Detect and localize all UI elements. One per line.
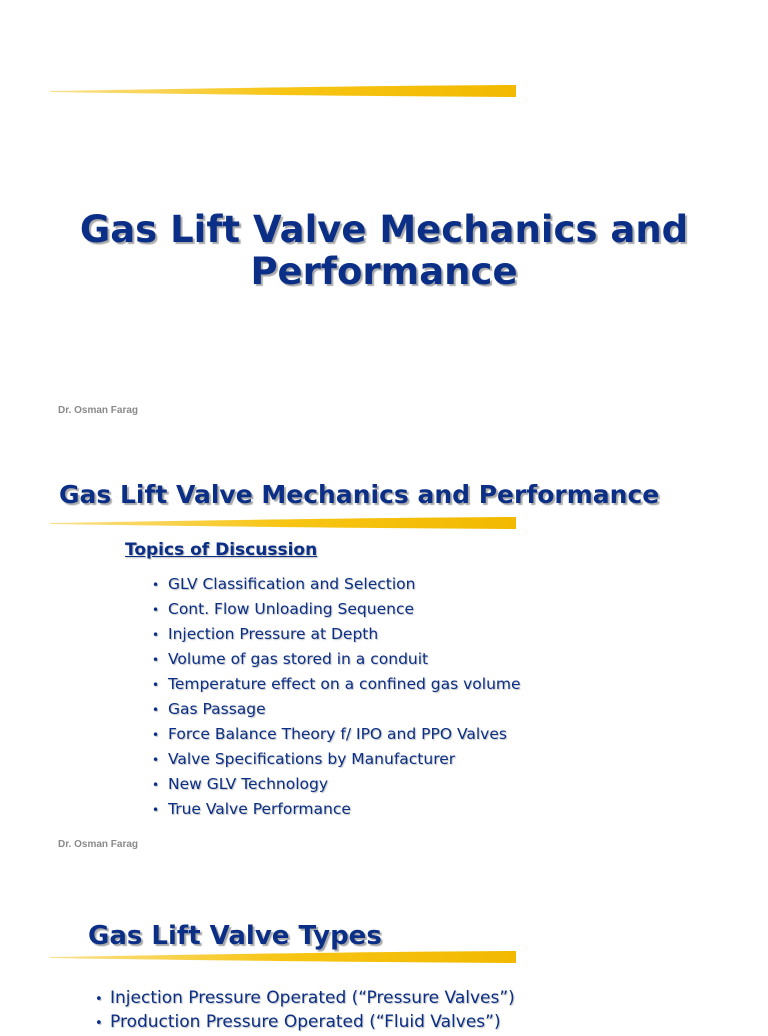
topic-text: Volume of gas stored in a conduit bbox=[168, 650, 429, 668]
valve-types-list bbox=[95, 986, 515, 1034]
topic-text: Valve Specifications by Manufacturer bbox=[168, 750, 456, 768]
list-item bbox=[152, 697, 521, 722]
slide-title bbox=[0, 0, 768, 435]
bullet-icon: • bbox=[152, 678, 160, 692]
bullet-icon: • bbox=[152, 653, 160, 667]
slide-title-heading: Gas Lift Valve Mechanics and Performance bbox=[79, 208, 689, 293]
list-item bbox=[152, 647, 521, 672]
bullet-icon: • bbox=[152, 703, 160, 717]
list-item bbox=[152, 772, 521, 797]
bullet-icon: • bbox=[152, 603, 160, 617]
topic-text: Gas Passage bbox=[168, 700, 266, 718]
bullet-icon: • bbox=[95, 992, 103, 1007]
list-item bbox=[152, 572, 521, 597]
list-item bbox=[95, 986, 515, 1010]
slide-heading: Gas Lift Valve Mechanics and Performance bbox=[59, 480, 660, 509]
slide-topics bbox=[0, 436, 768, 871]
bullet-icon: • bbox=[152, 803, 160, 817]
topic-text: Cont. Flow Unloading Sequence bbox=[168, 600, 415, 618]
topics-subheading: Topics of Discussion bbox=[125, 540, 318, 560]
list-item bbox=[152, 597, 521, 622]
topic-text: New GLV Technology bbox=[168, 775, 329, 793]
accent-underline-stroke bbox=[50, 82, 516, 100]
slide-valve-types bbox=[0, 872, 768, 1032]
author-footer: Dr. Osman Farag bbox=[58, 839, 139, 850]
bullet-icon: • bbox=[95, 1016, 103, 1031]
list-item bbox=[152, 747, 521, 772]
bullet-icon: • bbox=[152, 728, 160, 742]
slide-heading: Gas Lift Valve Types bbox=[88, 921, 382, 951]
bullet-icon: • bbox=[152, 753, 160, 767]
topic-text: Injection Pressure at Depth bbox=[168, 625, 379, 643]
valve-type-text: Injection Pressure Operated (“Pressure Valves”) bbox=[110, 988, 515, 1008]
list-item bbox=[152, 722, 521, 747]
list-item bbox=[152, 672, 521, 697]
valve-type-text: Production Pressure Operated (“Fluid Valves”) bbox=[110, 1012, 501, 1032]
topic-text: True Valve Performance bbox=[168, 800, 351, 818]
bullet-icon: • bbox=[152, 628, 160, 642]
bullet-icon: • bbox=[152, 778, 160, 792]
accent-underline-stroke bbox=[50, 948, 516, 966]
topic-text: Temperature effect on a confined gas volume bbox=[168, 675, 521, 693]
topic-text: GLV Classification and Selection bbox=[168, 575, 416, 593]
list-item bbox=[152, 622, 521, 647]
list-item bbox=[152, 797, 521, 822]
author-footer: Dr. Osman Farag bbox=[58, 405, 139, 416]
list-item bbox=[95, 1010, 515, 1034]
topic-text: Force Balance Theory f/ IPO and PPO Valves bbox=[168, 725, 507, 743]
bullet-icon: • bbox=[152, 578, 160, 592]
topics-list bbox=[152, 572, 521, 822]
accent-underline-stroke bbox=[50, 514, 516, 532]
